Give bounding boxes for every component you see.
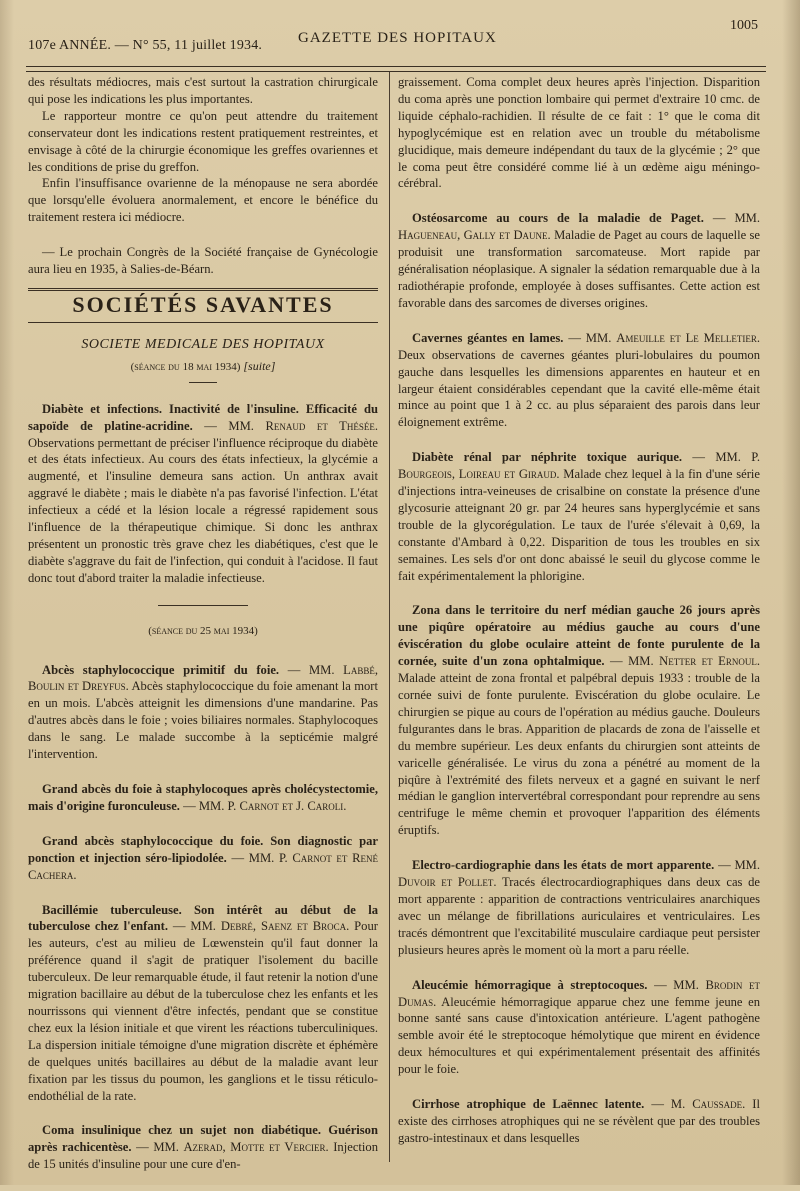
page-edge-shadow-left <box>0 0 14 1185</box>
article: Grand abcès du foie à staphylocoques après cholécystectomie, mais d'origine furonculeuse. — MM. P. Carnot et J. Caroli. <box>28 782 378 813</box>
article-authors: Azerad, Motte et Vercier. <box>183 1140 329 1155</box>
article-body: graissement. Coma complet deux heures après l'injection. Disparition du coma après une ponction lombaire qui permet d'extraire 10 cmc. de liquide céphalo-rachidien. Il résulte de ce fait : 1° que le coma dit hypoglycémique est en relation avec un trouble du métabolisme glucidique, mais demeure indépendant du taux de la glycémie ; 2° que le coma peut être considéré comme lié à un œdème aigu méningo-cérébral. <box>398 75 760 191</box>
header-rule <box>26 66 766 72</box>
session-date: (séance du 25 mai 1934) <box>148 624 258 637</box>
article: Diabète et infections. Inactivité de l'insuline. Efficacité du sapoïde de platine-acridine. — MM. Renaud et Thésée. Observations permettant de préciser l'influence réciproque du diabète et des états infectieux. Au cours des états infectieux, la glycémie a augmenté, et l'insuline demeura sans action. Un anthrax avait aggravé le diabète ; mais le diabète n'a pas favorisé l'infection. L'état infectieux a cédé et la lésion locale a régressé rapidement sous l'influence de la thérapeutique chimique. Si donc les anthrax présentent un pronostic très grave chez les diabétiques, c'est que le diabète s'aggrave du fait de l'infection, qui conduit à l'acidose. Il faut donc tout d'abord traiter la maladie infectieuse. <box>28 401 379 585</box>
left-column <box>28 74 378 1191</box>
article-body: Malade chez lequel à la fin d'une série d'injections intra-veineuses de crisalbine on constate la présence d'une glycosurie atteignant 20 gr. par 24 heures sans hyperglycémie et sans trouble de la glycorégulation. Le taux de l'urée s'élevait à 0,69, la constante d'Ambard à 0,22. Disparition de tous les troubles en six semaines. Les sels d'or ont donc abaissé le seuil du glycose comme le fait expérimentalement la phlorigine. <box>398 467 760 583</box>
article: Coma insulinique chez un sujet non diabétique. Guérison après rachicentèse. — MM. Azerad, Motte et Vercier. Injection de 15 unités d'insuline pour une cure d'en- <box>28 1123 378 1172</box>
article-title: Grand abcès du foie à staphylocoques après cholécystectomie, mais d'origine furonculeuse. <box>28 782 378 813</box>
article: Cirrhose atrophique de Laënnec latente. — M. Caussade. Il existe des cirrhoses atrophiques qui ne se révèlent que par des troubles gastro-intestinaux et dans lesquelles <box>398 1097 760 1145</box>
article-body: Tracés électrocardiographiques dans deux cas de mort apparente : apparition de contractions ventriculaires anarchiques avec un mélange de fibrillations auriculaires et ventriculaires. Les tracés démontrent que l'excitabilité musculaire cardiaque peut persister plusieurs heures après le moment où la mort a paru réelle. <box>398 875 761 957</box>
article: Bacillémie tuberculeuse. Son intérêt au début de la tuberculose chez l'enfant. — MM. Debré, Saenz et Broca. Pour les auteurs, c'est au milieu de Lœwenstein qu'il faut donner la préférence quand il s'agit de pratiquer l'isolement du bacille tuberculeux. De leur remarquable étude, il faut retenir la notion d'une migration bacillaire au début de la tuberculose chez les enfants et les nourrissons qui viennent d'être infectés, pendant que se constitue chez eux la lésion initiale et que virent les réactions tuberculiniques. La dispersion initiale témoigne d'une migration discrète et éphémère de quelques unités bacillaires au début de la maladie avant leur fixation par les tissus du poumon, les ganglions et le tissu réticulo-endothélial de la rate. <box>28 902 378 1103</box>
page-edge-shadow-right <box>782 0 800 1185</box>
article-title: Cavernes géantes en lames. <box>412 330 564 345</box>
article-title: Zona dans le territoire du nerf médian gauche 26 jours après une piqûre opératoire au médius gauche au cours d'une éviscération du globe oculaire atteint de fonte purulente de la cornée, suite d'un zona ophtalmique. <box>398 603 760 669</box>
article-authors: Brodin et Dumas. <box>398 977 760 1009</box>
article-continuation <box>398 74 760 192</box>
article-body: Observations permettant de préciser l'influence réciproque du diabète et des états infectieux. Au cours des états infectieux, la glycémie a augmenté, et l'insuline demeura sans action. Un anthrax avait aggravé le diabète ; mais le diabète n'a pas favorisé l'infection. L'état infectieux a cédé et la lésion locale a régressé rapidement sous l'influence de la thérapeutique chimique. Si donc les anthrax présentent un pronostic très grave chez les diabétiques, c'est que le diabète s'aggrave du fait de l'infection, qui conduit à l'acidose. Il faut donc tout d'abord traiter la maladie infectieuse. <box>28 435 378 585</box>
intro-paragraph: Enfin l'insuffisance ovarienne de la ménopause ne sera abordée que lorsqu'elle évoluera anormalement, et encore le bénéfice du traitement restera ici médiocre. <box>28 176 378 225</box>
divider <box>158 605 248 606</box>
column-divider <box>389 72 390 1162</box>
article: Aleucémie hémorragique à streptocoques. — MM. Brodin et Dumas. Aleucémie hémorragique apparue chez une femme jeune en bonne santé sans cause d'intoxication antérieure. L'agent pathogène semble avoir été le streptocoque hémolytique que mirent en évidence deux hémocultures et qui expérimentalement présentait des affinités pour le foie. <box>398 977 760 1077</box>
article: Abcès staphylococcique primitif du foie. — MM. Labbé, Boulin et Dreyfus. Abcès staphylococcique du foie amenant la mort en un mois. L'abcès atteignit les dimensions d'une mandarine. Pas d'autres abcès dans le foie ; voies biliaires normales. Staphylocoques dans le sang. Le malade succombe à la septicémie malgré l'intervention. <box>28 662 378 762</box>
article-title: Bacillémie tuberculeuse. Son intérêt au début de la tuberculose chez l'enfant. <box>28 902 378 934</box>
article-title: Diabète et infections. Inactivité de l'insuline. Efficacité du sapoïde de platine-acridine. <box>28 401 378 433</box>
intro-paragraph: Le rapporteur montre ce qu'on peut attendre du traitement conservateur dont les indications restent pratiquement restreintes, et envisage à côté de la chirurgie économique les greffes ovariennes et les conditions de prise du greffon. <box>28 108 378 174</box>
article-authors: Labbé, Boulin et Dreyfus. <box>28 662 378 694</box>
divider <box>189 382 217 383</box>
section-rule <box>28 288 378 291</box>
article-authors: Renaud et Thésée. <box>265 418 379 433</box>
article-title: Cirrhose atrophique de Laënnec latente. <box>412 1097 645 1112</box>
article-authors: Duvoir et Pollet. <box>398 875 497 890</box>
page-header <box>22 14 766 64</box>
society-title: SOCIETE MEDICALE DES HOPITAUX <box>81 336 325 352</box>
article: Grand abcès staphylococcique du foie. Son diagnostic par ponction et injection séro-lipiodolée. — MM. P. Carnot et René Cachera. <box>28 833 378 882</box>
article-authors: Debré, Saenz et Broca. <box>220 919 350 934</box>
journal-title: GAZETTE DES HOPITAUX <box>298 30 497 46</box>
session-date: (séance du 18 mai 1934) [suite] <box>130 358 276 373</box>
right-column <box>398 74 760 1165</box>
article-title: Grand abcès staphylococcique du foie. Son diagnostic par ponction et injection séro-lipiodolée. <box>28 833 378 865</box>
section-title: SOCIÉTÉS SAVANTES <box>72 291 334 317</box>
section-rule <box>28 322 378 323</box>
article-authors: Netter et Ernoul. <box>659 654 760 669</box>
article-authors: Carnot et René Cachera. <box>28 850 378 882</box>
article-body: Maladie de Paget au cours de laquelle se produisit une transformation sarcomateuse. Mort rapide par généralisation néoplasique. A signaler la sédation remarquable due à la radiothérapie profonde, employée à doses suffisantes. Cette action est favorable dans des sarcomes de diverses origines. <box>398 228 761 310</box>
article-body: Malade atteint de zona frontal et palpébral depuis 1933 : trouble de la cornée suivi de fonte purulente. Eviscération du globe oculaire. Le chirurgien se pique au cours de l'opération au médius gauche. Douleurs fulgurantes dans le bras. Apparition de placards de zona de l'aisselle et du membre supérieur. Les deux enfants du chirurgien sont atteints de varicelle généralisée. Le virus du zona a pénétré au moment de la piqûre à l'extrémité des filets nerveux et a gagné en suivant le nerf médian le ganglion intervertébral correspondant pour reprendre au sens centrifuge le même chemin et provoquer l'apparition des éléments éruptifs. <box>398 671 760 838</box>
article-title: Aleucémie hémorragique à streptocoques. <box>412 977 648 992</box>
article-title: Abcès staphylococcique primitif du foie. <box>42 662 280 677</box>
article: Ostéosarcome au cours de la maladie de Paget. — MM. Hagueneau, Gally et Daune. Maladie de Paget au cours de laquelle se produisit une transformation sarcomateuse. Mort rapide par généralisation néoplasique. A signaler la sédation remarquable due à la radiothérapie profonde, employée à doses suffisantes. Cette action est favorable dans des sarcomes de diverses origines. <box>398 211 761 310</box>
article-title: Electro-cardiographie dans les états de mort apparente. <box>412 858 715 873</box>
article-authors: Carnot et J. Caroli. <box>239 798 347 813</box>
article: Diabète rénal par néphrite toxique aurique. — MM. P. Bourgeois, Loireau et Giraud. Malade chez lequel à la fin d'une série d'injections intra-veineuses de crisalbine on constate la présence d'une glycosurie atteignant 20 gr. par 24 heures sans hyperglycémie et sans trouble de la glycorégulation. Le taux de l'urée s'élevait à 0,69, la constante d'Ambard à 0,22. Disparition de tous les troubles en six semaines. Les sels d'or ont donc abaissé le seuil du glycose comme le fait expérimentalement la phlorigine. <box>398 450 760 583</box>
article-authors: Hagueneau, Gally et Daune. <box>398 228 551 243</box>
article: Cavernes géantes en lames. — MM. Ameuille et Le Melletier. Deux observations de cavernes géantes pluri-lobulaires du poumon gauche dans lesquelles les dimensions apparentes en hauteur et en largeur étaient considérables cependant que la cavité elle-même était mince au point que 1 à 2 cc. au plus séparaient des parois dans leur éloignement extrême. <box>398 330 760 430</box>
article-body: Deux observations de cavernes géantes pluri-lobulaires du poumon gauche dans lesquelles les dimensions apparentes en hauteur et en largeur étaient considérables cependant que la cavité elle-même était mince au point que 1 à 2 cc. au plus séparaient des parois dans leur éloignement extrême. <box>398 347 760 430</box>
article-body: Il existe des cirrhoses atrophiques qui ne se révèlent que par des troubles gastro-intestinaux et dans lesquelles <box>398 1097 760 1145</box>
article: Zona dans le territoire du nerf médian gauche 26 jours après une piqûre opératoire au médius gauche au cours d'une éviscération du globe oculaire atteint de fonte purulente de la cornée, suite d'un zona ophtalmique. — MM. Netter et Ernoul. Malade atteint de zona frontal et palpébral depuis 1933 : trouble de la cornée suivi de fonte purulente. Eviscération du globe oculaire. Le chirurgien se pique au cours de l'opération au médius gauche. Douleurs fulgurantes dans le bras. Apparition de placards de zona de l'aisselle et du membre supérieur. Les deux enfants du chirurgien sont atteints de varicelle généralisée. Le virus du zona a pénétré au moment de la piqûre à l'extrémité des filets nerveux et a gagné en suivant le nerf médian le ganglion intervertébral correspondant pour reprendre au sens centrifuge le même chemin et provoquer l'apparition des éléments éruptifs. <box>398 603 760 838</box>
issue-info: 107e ANNÉE. — N° 55, 11 juillet 1934. <box>28 38 263 53</box>
page-number: 1005 <box>730 18 758 33</box>
article-title: Coma insulinique chez un sujet non diabétique. Guérison après rachicentèse. <box>28 1123 378 1155</box>
article-title: Diabète rénal par néphrite toxique aurique. <box>412 450 683 465</box>
article-authors: Bourgeois, Loireau et Giraud. <box>398 467 560 482</box>
article-authors: Ameuille et Le Melletier. <box>616 330 760 345</box>
article-body: Pour les auteurs, c'est au milieu de Lœwenstein qu'il faut donner la préférence quand il s'agit de pratiquer l'isolement du bacille tuberculeux. De leur remarquable étude, il faut retenir la notion d'une migration bacillaire au début de la tuberculose chez les enfants et les nourrissons qui viennent d'être infectés, pendant que se constitue chez eux la lésion initiale et que virent les réactions tuberculiniques. La dispersion initiale témoigne d'une migration discrète et éphémère de quelques unités bacillaires au début de la maladie avant leur fixation par les tissus du poumon, les ganglions et le tissu réticulo-endothélial de la rate. <box>28 919 378 1103</box>
congress-note: — Le prochain Congrès de la Société française de Gynécologie aura lieu en 1935, à Salies-de-Béarn. <box>28 245 378 277</box>
article-body: Injection de 15 unités d'insuline pour une cure d'en- <box>28 1140 378 1172</box>
article: Electro-cardiographie dans les états de mort apparente. — MM. Duvoir et Pollet. Tracés électrocardiographiques dans deux cas de mort apparente : apparition de contractions ventriculaires anarchiques avec un mélange de fibrillations auriculaires et ventriculaires. Les tracés démontrent que l'excitabilité musculaire cardiaque peut persister plusieurs heures après le moment où la mort a paru réelle. <box>398 858 761 957</box>
article-title: Ostéosarcome au cours de la maladie de Paget. <box>412 211 704 226</box>
article-body: Abcès staphylococcique du foie amenant la mort en un mois. L'abcès atteignit les dimensions d'une mandarine. Pas d'autres abcès dans le foie ; voies biliaires normales. Staphylocoques dans le sang. Le malade succombe à la septicémie malgré l'intervention. <box>28 679 378 762</box>
intro-paragraph: des résultats médiocres, mais c'est surtout la castration chirurgicale qui pose les indications les plus importantes. <box>28 75 378 106</box>
article-authors: Caussade. <box>692 1097 746 1112</box>
article-body: Aleucémie hémorragique apparue chez une femme jeune en bonne santé sans cause d'intoxication antérieure. L'agent pathogène semble avoir été le streptocoque hémolytique que mirent en évidence deux hémocultures et qui expérimentalement présentait des affinités pour le foie. <box>398 994 760 1077</box>
